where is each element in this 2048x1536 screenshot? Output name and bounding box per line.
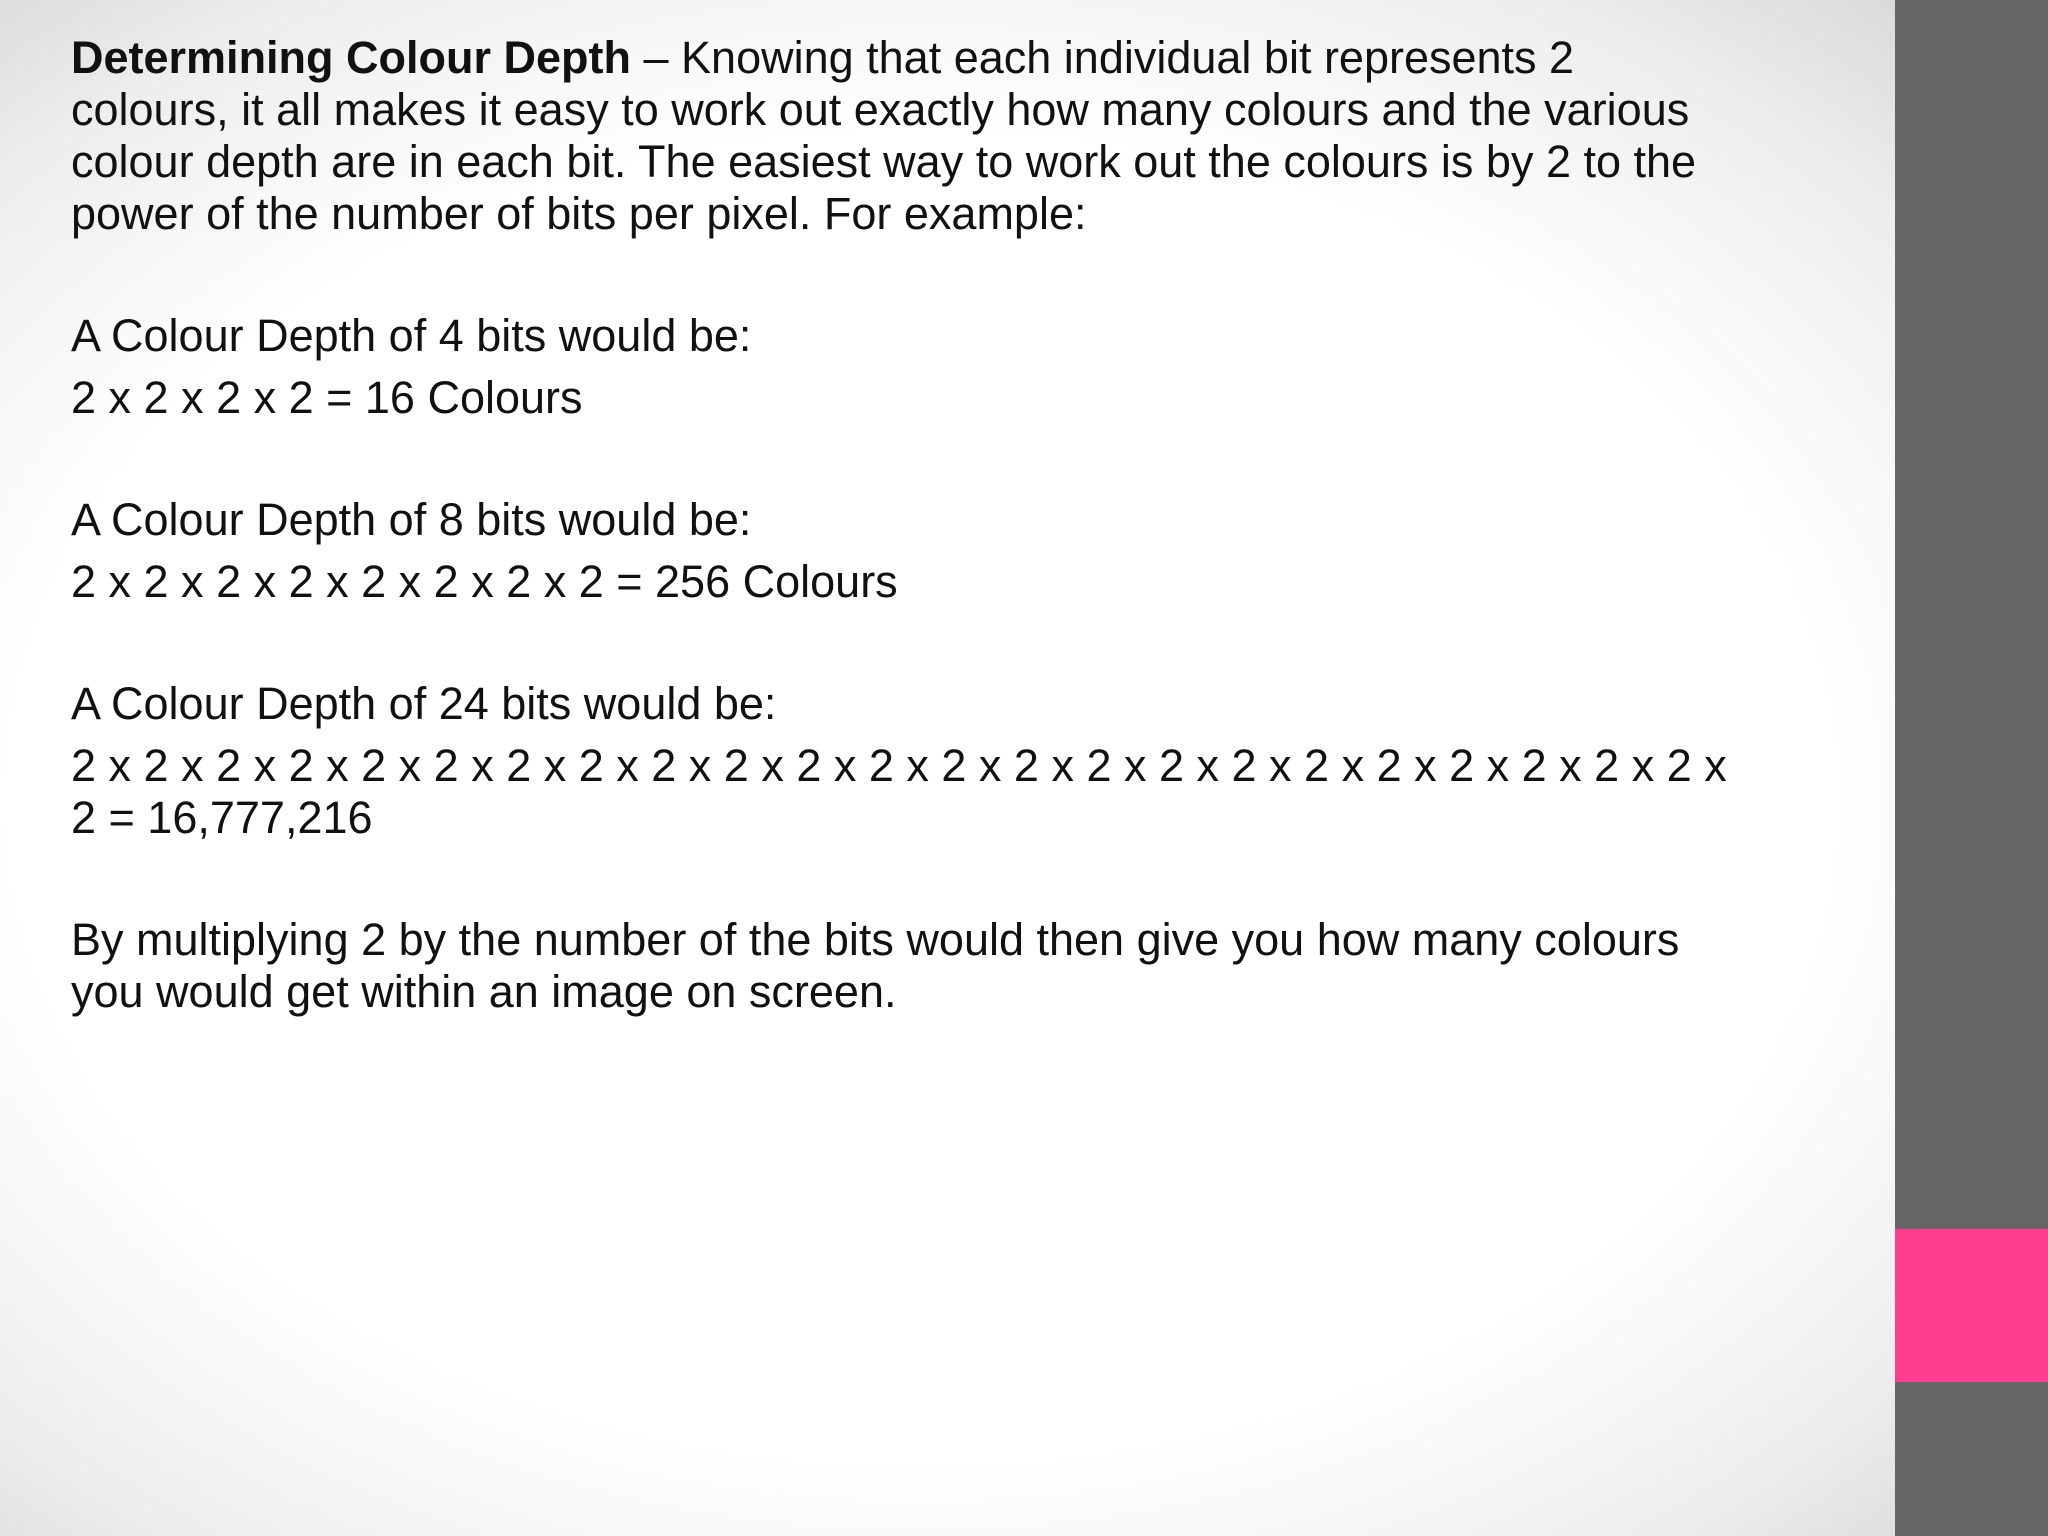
example-equation: 2 x 2 x 2 x 2 = 16 Colours	[71, 372, 583, 423]
example-24-bit	[71, 678, 1731, 844]
example-label: A Colour Depth of 8 bits would be:	[71, 494, 752, 545]
example-4-bit	[71, 310, 1731, 424]
closing-paragraph: By multiplying 2 by the number of the bits would then give you how many colours you would get within an image on screen.	[71, 914, 1680, 1017]
intro-body: – Knowing that each individual bit represents 2 colours, it all makes it easy to work out exactly how many colours and the various colour depth are in each bit. The easiest way to work out the colours is by 2 to the power of the number of bits per pixel. For example:	[71, 32, 1697, 239]
example-equation: 2 x 2 x 2 x 2 x 2 x 2 x 2 x 2 x 2 x 2 x 2 x 2 x 2 x 2 x 2 x 2 x 2 x 2 x 2 x 2 x 2 x 2 x 2 x 2 = 16,777,216	[71, 740, 1727, 843]
example-equation: 2 x 2 x 2 x 2 x 2 x 2 x 2 x 2 = 256 Colours	[71, 556, 898, 607]
side-accent-block	[1895, 1229, 2048, 1382]
slide-content	[71, 32, 1731, 1018]
example-label: A Colour Depth of 24 bits would be:	[71, 678, 777, 729]
intro-heading: Determining Colour Depth	[71, 32, 631, 83]
intro-paragraph	[71, 32, 1731, 240]
example-8-bit	[71, 494, 1731, 608]
example-label: A Colour Depth of 4 bits would be:	[71, 310, 752, 361]
